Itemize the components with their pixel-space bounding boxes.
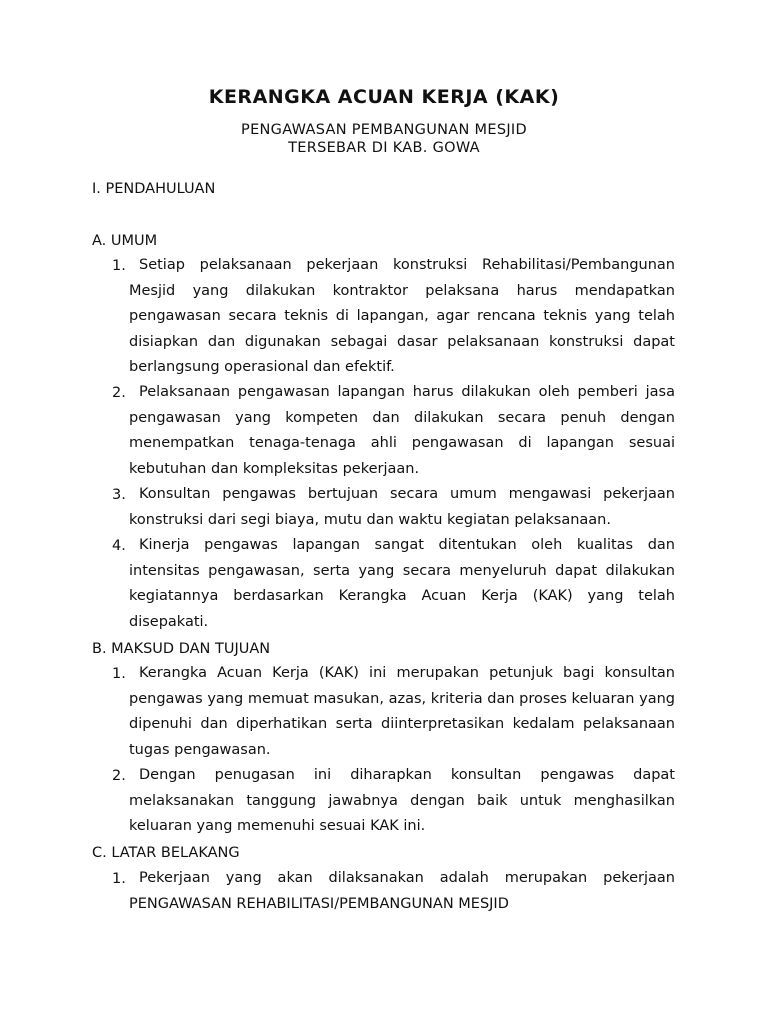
list-number: 3. <box>112 487 126 503</box>
subsection-heading-umum: A. UMUM <box>92 233 158 249</box>
list-item: Setiap pelaksanaan pekerjaan konstruksi Rehabilitasi/Pembangunan Mesjid yang dilakukan kontraktor pelaksana harus mendapatkan pengawasan secara teknis di lapangan, agar rencana teknis yang telah disiapkan dan digunakan sebagai dasar pelaksanaan konstruksi dapat berlangsung operasional dan efektif. <box>129 257 675 375</box>
list-number: 2. <box>112 768 126 784</box>
list-item: Kerangka Acuan Kerja (KAK) ini merupakan petunjuk bagi konsultan pengawas yang memuat masukan, azas, kriteria dan proses keluaran yang dipenuhi dan diperhatikan serta diinterpretasikan kedalam pelaksanaan tugas pengawasan. <box>129 665 675 758</box>
list-item: Dengan penugasan ini diharapkan konsultan pengawas dapat melaksanakan tanggung jawabnya dengan baik untuk menghasilkan keluaran yang memenuhi sesuai KAK ini. <box>129 767 675 834</box>
document-title: KERANGKA ACUAN KERJA (KAK) <box>208 86 560 108</box>
list-number: 2. <box>112 385 126 401</box>
subtitle-line-2: TERSEBAR DI KAB. GOWA <box>288 140 480 156</box>
subtitle-line-1: PENGAWASAN PEMBANGUNAN MESJID <box>241 122 527 138</box>
list-item: Pelaksanaan pengawasan lapangan harus dilakukan oleh pemberi jasa pengawasan yang kompeten dan dilakukan secara penuh dengan menempatkan tenaga-tenaga ahli pengawasan di lapangan sesuai kebutuhan dan kompleksitas pekerjaan. <box>129 384 675 477</box>
list-item: Konsultan pengawas bertujuan secara umum mengawasi pekerjaan konstruksi dari segi biaya, mutu dan waktu kegiatan pelaksanaan. <box>129 486 675 528</box>
subsection-heading-latar-belakang: C. LATAR BELAKANG <box>92 845 240 861</box>
list-item: Kinerja pengawas lapangan sangat ditentukan oleh kualitas dan intensitas pengawasan, serta yang secara menyeluruh dapat dilakukan kegiatannya berdasarkan Kerangka Acuan Kerja (KAK) yang telah disepakati. <box>129 537 675 630</box>
list-number: 4. <box>112 538 126 554</box>
section-heading-pendahuluan: I. PENDAHULUAN <box>92 181 216 197</box>
list-number: 1. <box>112 666 126 682</box>
list-item: Pekerjaan yang akan dilaksanakan adalah merupakan pekerjaan PENGAWASAN REHABILITASI/PEMBANGUNAN MESJID <box>129 870 675 912</box>
subsection-heading-maksud-tujuan: B. MAKSUD DAN TUJUAN <box>92 641 271 657</box>
list-number: 1. <box>112 871 126 887</box>
document-subtitle <box>0 121 768 157</box>
list-number: 1. <box>112 258 126 274</box>
